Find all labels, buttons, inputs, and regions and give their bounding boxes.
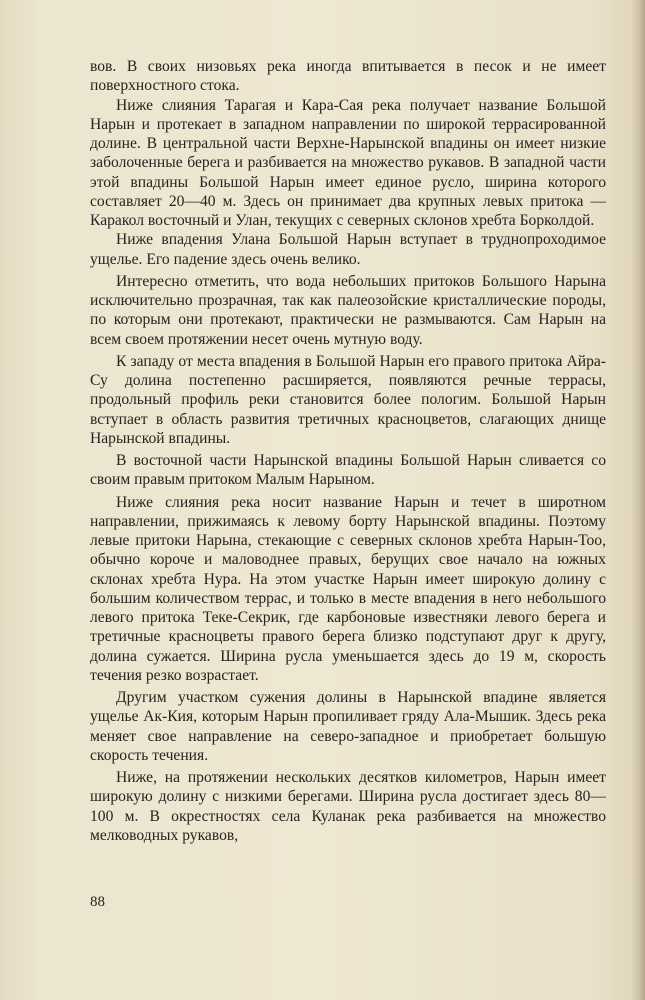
- paragraph-2: Ниже слияния Тарагая и Кара-Сая река получает название Большой Нарын и протекает в западном направлении по широкой террасированной долине. В центральной части Верхне-Нарынской впадины он имеет низкие заболоченные берега и разбивается на множество рукавов. В западной части этой впадины Большой Нарын имеет единое русло, ширина которого составляет 20—40 м. Здесь он принимает два крупных левых притока — Каракол восточный и Улан, текущих с северных склонов хребта Борколдой.: [90, 96, 606, 229]
- paragraph-6: В восточной части Нарынской впадины Большой Нарын сливается со своим правым притоком Малым Нарыном.: [90, 452, 606, 489]
- paragraph-3: Ниже впадения Улана Большой Нарын вступает в труднопроходимое ущелье. Его падение здесь очень велико.: [90, 231, 606, 268]
- page-number: 88: [90, 894, 105, 910]
- paragraph-1: вов. В своих низовьях река иногда впитывается в песок и не имеет поверхностного стока.: [90, 58, 606, 95]
- paragraph-5: К западу от места впадения в Большой Нарын его правого притока Айра-Су долина постепенно расширяется, появляются речные террасы, продольный профиль реки становится более пологим. Большой Нарын вступает в область развития третичных красноцветов, слагающих днище Нарынской впадины.: [90, 352, 606, 447]
- paragraph-7: Ниже слияния река носит название Нарын и течет в широтном направлении, прижимаясь к левому борту Нарынской впадины. Поэтому левые притоки Нарына, стекающие с северных склонов хребта Нарын-Тоо, обычно короче и маловоднее правых, берущих свое начало на южных склонах хребта Нура. На этом участке Нарын имеет широкую долину с большим количеством террас, и только в месте впадения в него небольшого левого притока Теке-Секрик, где карбоновые известняки левого берега и третичные красноцветы правого берега близко подступают друг к другу, долина сужается. Ширина русла уменьшается здесь до 19 м, скорость течения резко возрастает.: [90, 493, 606, 684]
- paragraph-8: Другим участком сужения долины в Нарынской впадине является ущелье Ак-Кия, которым Нарын пропиливает гряду Ала-Мышик. Здесь река меняет свое направление на северо-западное и приобретает большую скорость течения.: [90, 689, 606, 764]
- paragraph-4: Интересно отметить, что вода небольших притоков Большого Нарына исключительно прозрачная, так как палеозойские кристаллические породы, по которым они протекают, практически не размываются. Сам Нарын на всем своем протяжении несет очень мутную воду.: [90, 272, 606, 348]
- body-text: [90, 57, 606, 845]
- paragraph-9: Ниже, на протяжении нескольких десятков километров, Нарын имеет широкую долину с низкими берегами. Ширина русла достигает здесь 80—100 м. В окрестностях села Куланак река разбивается на множество мелководных рукавов,: [90, 769, 606, 844]
- page-edge-shadow: [631, 0, 645, 1000]
